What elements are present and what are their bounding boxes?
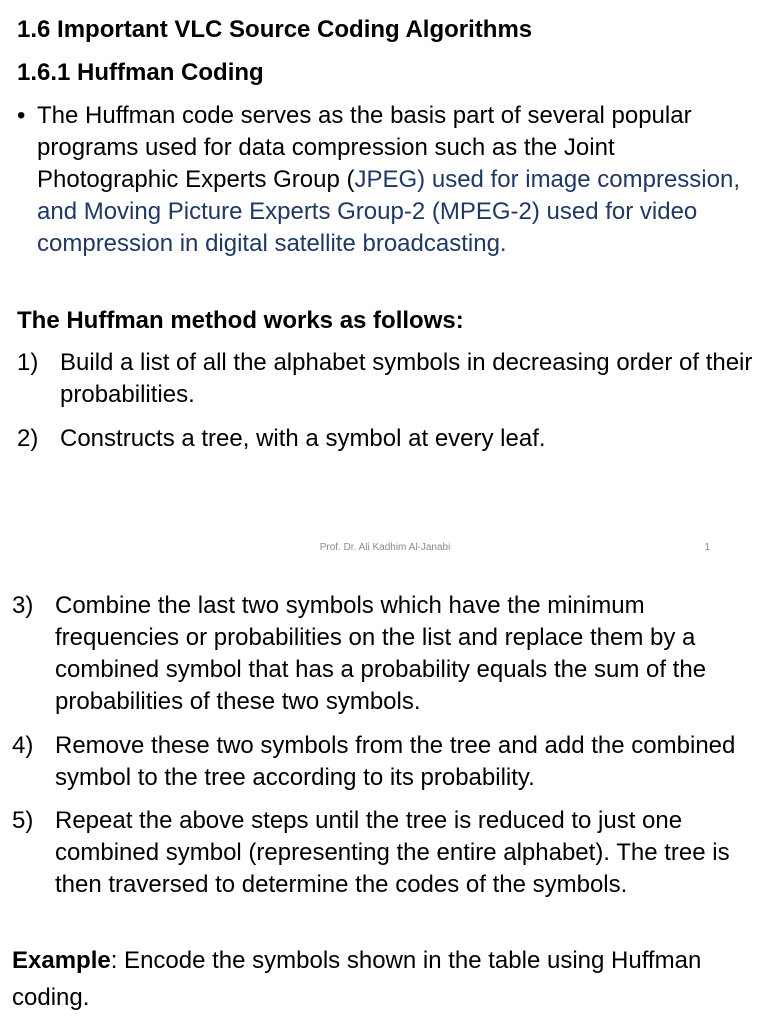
- section-heading: 1.6 Important VLC Source Coding Algorithms: [17, 16, 533, 43]
- step-item-3: [12, 590, 760, 718]
- bullet-text-end: .: [499, 230, 507, 257]
- step-item-2: [17, 423, 762, 455]
- step-text: Combine the last two symbols which have the minimum frequencies or probabilities on the list and replace them by a combined symbol that has a probability equals the sum of the probabilities of these two symbols.: [55, 592, 707, 715]
- step-item-5: [12, 805, 760, 901]
- step-item-1: [17, 347, 762, 411]
- step-item-4: [12, 730, 760, 794]
- step-text: Build a list of all the alphabet symbols in decreasing order of their probabilities.: [60, 349, 753, 408]
- footer-page-number: 1: [704, 542, 710, 553]
- bullet-text: [37, 100, 757, 260]
- bullet-text-highlight: JPEG) used for image compression, and Moving Picture Experts Group-2 (MPEG-2) used for video compression in digital satellite broadcasting: [37, 166, 740, 257]
- example-text: : Encode the symbols shown in the table using Huffman coding.: [12, 947, 702, 1011]
- step-text: Remove these two symbols from the tree and add the combined symbol to the tree according to its probability.: [55, 732, 736, 791]
- example-paragraph: [12, 942, 712, 1016]
- bullet-text-plain: The Huffman code serves as the basis part of several popular programs used for data compression such as the Joint Photographic Experts Group (: [37, 102, 692, 193]
- subsection-heading: 1.6.1 Huffman Coding: [17, 59, 264, 86]
- method-heading: The Huffman method works as follows:: [17, 307, 464, 334]
- step-text: Constructs a tree, with a symbol at every leaf.: [60, 425, 546, 452]
- step-number: 1): [17, 349, 39, 376]
- step-number: 4): [12, 732, 34, 759]
- step-text: Repeat the above steps until the tree is reduced to just one combined symbol (representing the entire alphabet). The tree is then traversed to determine the codes of the symbols.: [55, 807, 730, 898]
- bullet-paragraph: [17, 100, 757, 260]
- slide-2: [0, 566, 768, 1024]
- step-number: 3): [12, 592, 34, 619]
- bullet-icon: •: [17, 102, 26, 129]
- footer-author: Prof. Dr. Ali Kadhim Al-Janabi: [319, 542, 451, 553]
- step-number: 2): [17, 425, 39, 452]
- step-number: 5): [12, 807, 34, 834]
- example-label: Example: [12, 947, 111, 974]
